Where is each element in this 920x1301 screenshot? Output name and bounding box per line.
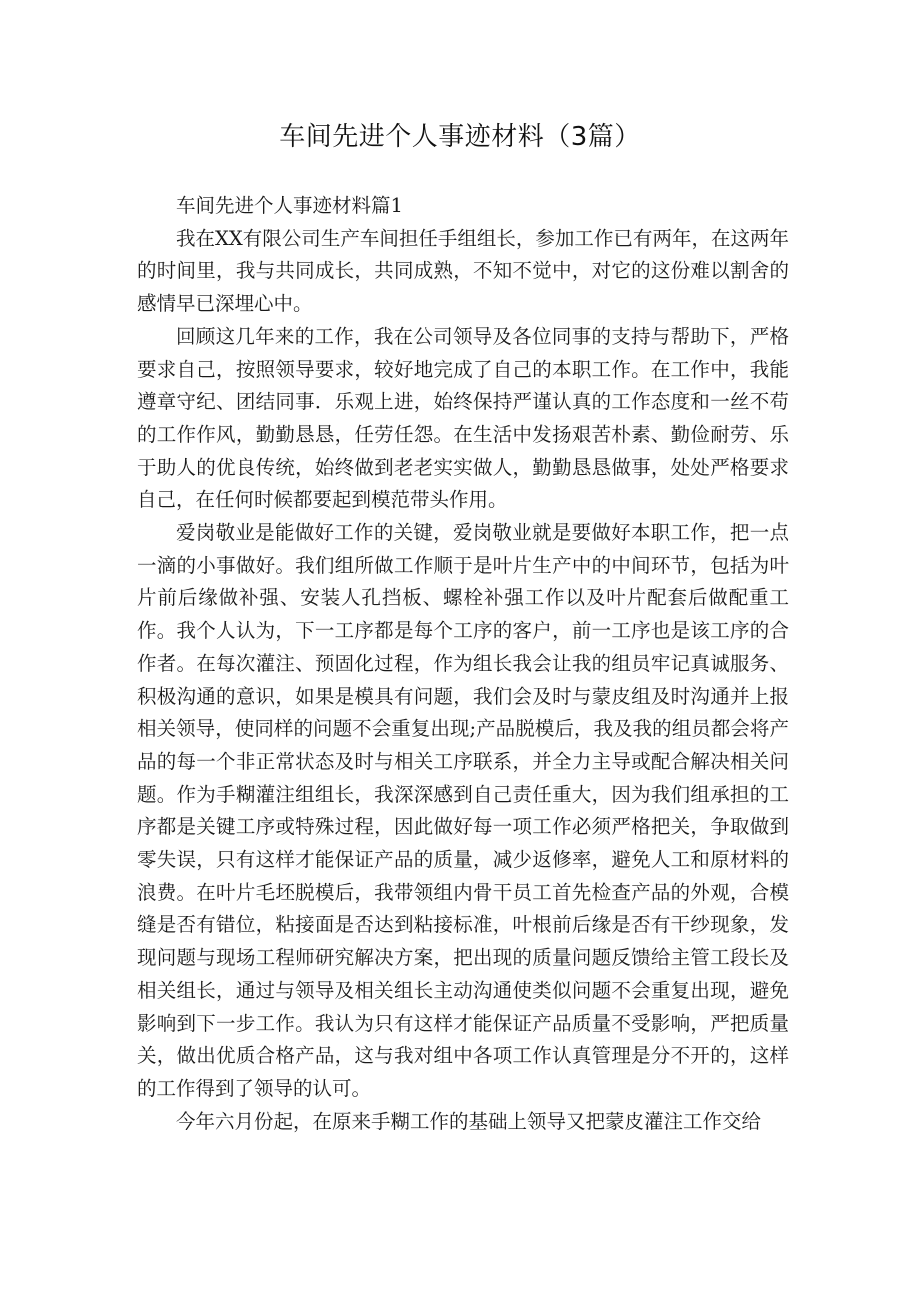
section-heading: 车间先进个人事迹材料篇1 bbox=[176, 194, 403, 217]
paragraph-june: 今年六月份起，在原来手糊工作的基础上领导又把蒙皮灌注工作交给 bbox=[176, 1109, 762, 1133]
document-title: 车间先进个人事迹材料（3篇） bbox=[279, 122, 641, 152]
paragraph-dedication: 爱岗敬业是能做好工作的关键，爱岗敬业就是要做好本职工作，把一点一滴的小事做好。我们组所做工作顺于是叶片生产中的中间环节，包括为叶片前后缘做补强、安装人孔挡板、螺栓补强工作以及叶片配套后做配重工作。我个人认为，下一工序都是每个工序的客户，前一工序也是该工序的合作者。在每次灌注、预固化过程，作为组长我会让我的组员牢记真诚服务、积极沟通的意识，如果是模具有问题，我们会及时与蒙皮组及时沟通并上报相关领导，使同样的问题不会重复出现;产品脱模后，我及我的组员都会将产品的每一个非正常状态及时与相关工序联系，并全力主导或配合解决相关问题。作为手糊灌注组组长，我深深感到自己责任重大，因为我们组承担的工序都是关键工序或特殊过程，因此做好每一项工作必须严格把关，争取做到零失误，只有这样才能保证产品的质量，减少返修率，避免人工和原材料的浪费。在叶片毛坯脱模后，我带领组内骨干员工首先检查产品的外观，合模缝是否有错位，粘接面是否达到粘接标准，叶根前后缘是否有干纱现象，发现问题与现场工程师研究解决方案，把出现的质量问题反馈给主管工段长及相关组长，通过与领导及相关组长主动沟通使类似问题不会重复出现，避免影响到下一步工作。我认为只有这样才能保证产品质量不受影响，严把质量关，做出优质合格产品，这与我对组中各项工作认真管理是分不开的，这样的工作得到了领导的认可。 bbox=[137, 521, 789, 1100]
paragraph-review: 回顾这几年来的工作，我在公司领导及各位同事的支持与帮助下，严格要求自己，按照领导要求，较好地完成了自己的本职工作。在工作中，我能遵章守纪、团结同事．乐观上进，始终保持严谨认真的工作态度和一丝不苟的工作作风，勤勤恳恳，任劳任怨。在生活中发扬艰苦朴素、勤俭耐劳、乐于助人的优良传统，始终做到老老实实做人，勤勤恳恳做事，处处严格要求自己，在任何时候都要起到模范带头作用。 bbox=[137, 324, 789, 512]
document-body bbox=[137, 190, 789, 1138]
paragraph-intro: 我在XX有限公司生产车间担任手组组长，参加工作已有两年，在这两年的时间里，我与共同成长，共同成熟，不知不觉中，对它的这份难以割舍的感情早已深埋心中。 bbox=[137, 226, 789, 316]
